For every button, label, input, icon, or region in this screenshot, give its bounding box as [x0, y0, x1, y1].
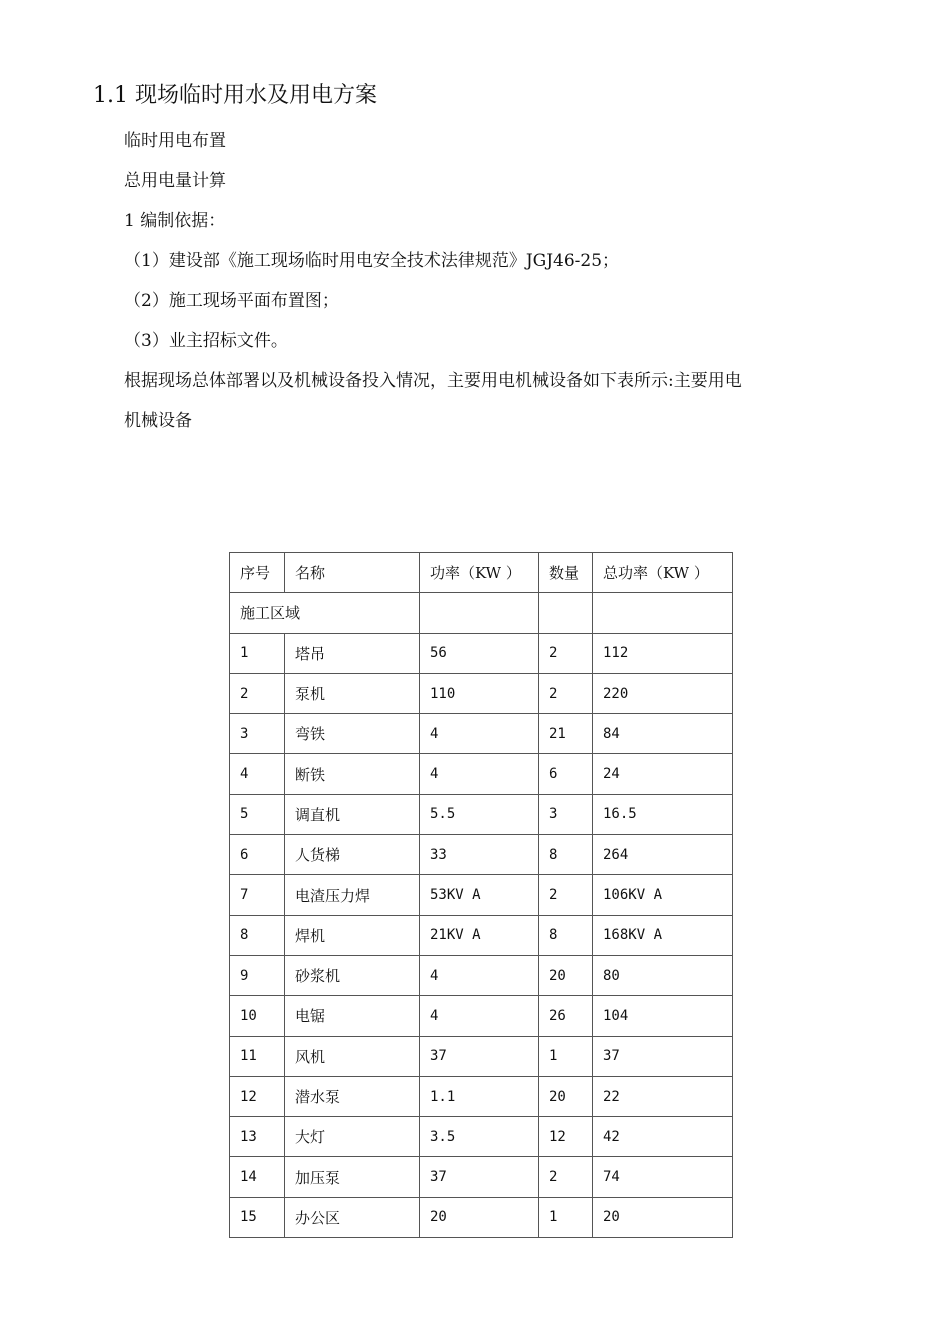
cell-index: 8	[230, 915, 285, 955]
cell-index: 12	[230, 1076, 285, 1116]
cell-quantity: 26	[539, 996, 593, 1036]
cell-index: 7	[230, 875, 285, 915]
cell-total-power: 20	[593, 1197, 733, 1237]
cell-power: 3.5	[420, 1117, 539, 1157]
table-row	[230, 955, 733, 995]
cell-quantity: 1	[539, 1197, 593, 1237]
paragraph-basis-item-1: （1）建设部《施工现场临时用电安全技术法律规范》JGJ46-25；	[124, 251, 620, 271]
table-row	[230, 1197, 733, 1237]
cell-quantity: 2	[539, 673, 593, 713]
cell-power: 37	[420, 1157, 539, 1197]
cell-name: 弯铁	[285, 714, 420, 754]
cell-name: 泵机	[285, 673, 420, 713]
cell-name: 电渣压力焊	[285, 875, 420, 915]
cell-quantity: 20	[539, 955, 593, 995]
cell-total-power: 16.5	[593, 794, 733, 834]
table-row	[230, 794, 733, 834]
header-cell-index: 序号	[230, 553, 285, 593]
cell-name: 焊机	[285, 915, 420, 955]
table-row	[230, 915, 733, 955]
paragraph-equipment-intro: 根据现场总体部署以及机械设备投入情况，主要用电机械设备如下表所示:主要用电	[124, 371, 742, 391]
cell-power: 4	[420, 955, 539, 995]
cell-total-power: 104	[593, 996, 733, 1036]
table-row	[230, 996, 733, 1036]
cell-quantity: 2	[539, 633, 593, 673]
cell-name: 人货梯	[285, 835, 420, 875]
table-row	[230, 633, 733, 673]
cell-index: 11	[230, 1036, 285, 1076]
cell-total-power: 84	[593, 714, 733, 754]
cell-name: 调直机	[285, 794, 420, 834]
cell-power: 1.1	[420, 1076, 539, 1116]
table-row	[230, 1157, 733, 1197]
cell-index: 1	[230, 633, 285, 673]
table-row	[230, 1036, 733, 1076]
cell-power: 56	[420, 633, 539, 673]
empty-cell	[420, 593, 539, 633]
cell-power: 53KV A	[420, 875, 539, 915]
table-row	[230, 1076, 733, 1116]
equipment-table	[229, 552, 733, 1238]
cell-index: 9	[230, 955, 285, 995]
section-heading: 1.1 现场临时用水及用电方案	[93, 83, 377, 108]
cell-total-power: 80	[593, 955, 733, 995]
header-cell-total-power: 总功率（KW ）	[593, 553, 733, 593]
cell-quantity: 2	[539, 1157, 593, 1197]
cell-quantity: 12	[539, 1117, 593, 1157]
empty-cell	[539, 593, 593, 633]
cell-total-power: 220	[593, 673, 733, 713]
cell-power: 20	[420, 1197, 539, 1237]
cell-total-power: 112	[593, 633, 733, 673]
cell-quantity: 21	[539, 714, 593, 754]
table-header-row	[230, 553, 733, 593]
cell-name: 风机	[285, 1036, 420, 1076]
cell-quantity: 20	[539, 1076, 593, 1116]
cell-index: 13	[230, 1117, 285, 1157]
cell-power: 33	[420, 835, 539, 875]
cell-name: 断铁	[285, 754, 420, 794]
cell-total-power: 37	[593, 1036, 733, 1076]
table-row	[230, 754, 733, 794]
paragraph-equipment-intro-cont: 机械设备	[124, 411, 192, 431]
cell-total-power: 168KV A	[593, 915, 733, 955]
cell-name: 大灯	[285, 1117, 420, 1157]
cell-power: 110	[420, 673, 539, 713]
table-row	[230, 835, 733, 875]
paragraph-total-power-calc: 总用电量计算	[124, 171, 226, 191]
cell-index: 5	[230, 794, 285, 834]
paragraph-basis-title: 1 编制依据：	[124, 211, 226, 231]
cell-name: 加压泵	[285, 1157, 420, 1197]
cell-index: 6	[230, 835, 285, 875]
empty-cell	[593, 593, 733, 633]
header-cell-quantity: 数量	[539, 553, 593, 593]
table-row	[230, 673, 733, 713]
header-cell-power: 功率（KW ）	[420, 553, 539, 593]
cell-power: 4	[420, 754, 539, 794]
cell-power: 4	[420, 714, 539, 754]
cell-index: 15	[230, 1197, 285, 1237]
cell-total-power: 22	[593, 1076, 733, 1116]
cell-quantity: 8	[539, 835, 593, 875]
header-cell-name: 名称	[285, 553, 420, 593]
cell-total-power: 264	[593, 835, 733, 875]
cell-name: 砂浆机	[285, 955, 420, 995]
cell-name: 办公区	[285, 1197, 420, 1237]
section-label-cell: 施工区域	[230, 593, 420, 633]
cell-power: 5.5	[420, 794, 539, 834]
cell-quantity: 1	[539, 1036, 593, 1076]
paragraph-temp-power-layout: 临时用电布置	[124, 131, 226, 151]
cell-index: 3	[230, 714, 285, 754]
cell-index: 10	[230, 996, 285, 1036]
cell-quantity: 8	[539, 915, 593, 955]
cell-total-power: 24	[593, 754, 733, 794]
cell-power: 21KV A	[420, 915, 539, 955]
cell-power: 4	[420, 996, 539, 1036]
cell-index: 4	[230, 754, 285, 794]
cell-total-power: 106KV A	[593, 875, 733, 915]
table-row	[230, 714, 733, 754]
cell-index: 14	[230, 1157, 285, 1197]
cell-name: 潜水泵	[285, 1076, 420, 1116]
cell-quantity: 6	[539, 754, 593, 794]
cell-index: 2	[230, 673, 285, 713]
cell-total-power: 42	[593, 1117, 733, 1157]
cell-quantity: 2	[539, 875, 593, 915]
cell-total-power: 74	[593, 1157, 733, 1197]
paragraph-basis-item-2: （2）施工现场平面布置图；	[124, 291, 339, 311]
table-row	[230, 875, 733, 915]
cell-power: 37	[420, 1036, 539, 1076]
cell-quantity: 3	[539, 794, 593, 834]
paragraph-basis-item-3: （3）业主招标文件。	[124, 331, 288, 351]
table-row	[230, 1117, 733, 1157]
cell-name: 塔吊	[285, 633, 420, 673]
table-section-row	[230, 593, 733, 633]
cell-name: 电锯	[285, 996, 420, 1036]
